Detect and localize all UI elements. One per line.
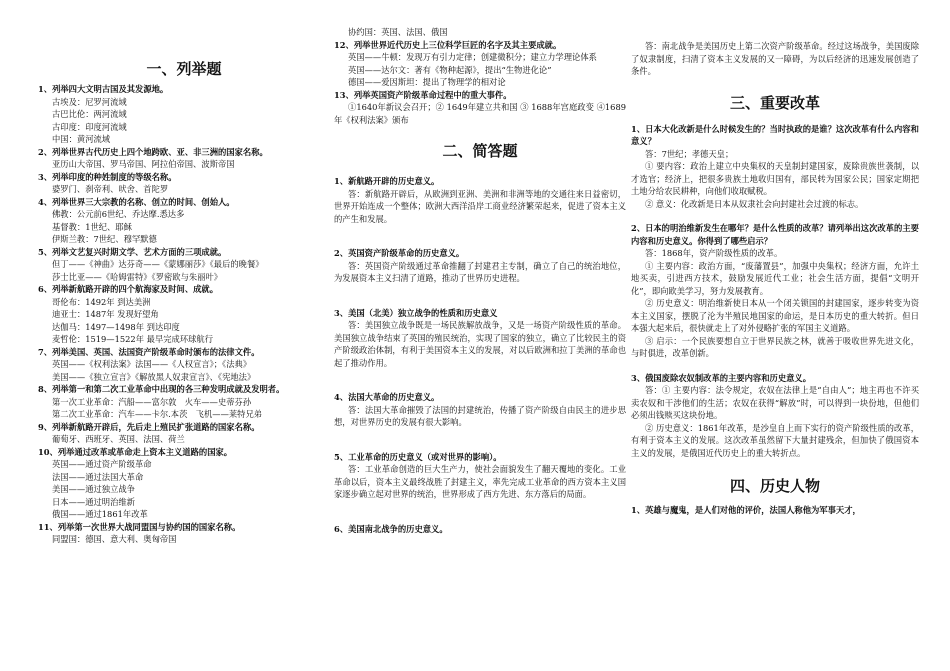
column-left	[38, 52, 330, 546]
answer-line: 古巴比伦：两河流域	[52, 109, 127, 119]
answer-line: 中国：黄河流域	[52, 134, 111, 144]
spacer	[334, 369, 626, 391]
answer-paragraph: 答：7世纪；孝德天皇；	[645, 148, 734, 159]
answer-line: 古印度：印度河流域	[52, 121, 127, 132]
answer-paragraph: 答：英国资产阶级通过革命推翻了封建君主专制，确立了自己的统治地位，为发展资本主义扫清了道路，推动了世界历史进程。	[334, 260, 626, 283]
question: 4、列举世界三大宗教的名称、创立的时间、创始人。	[38, 196, 235, 207]
answer-line: 葡萄牙、西班牙、英国、法国、荷兰	[52, 434, 185, 444]
answer-paragraph: ① 要内容：政治上建立中央集权的天皇制封建国家，废除贵族世袭制，以才选官；经济上，把很多贵族土地收归国有，部民转为国家公民；国家定期把土地分给农民耕种，向他们收取赋税。	[631, 161, 919, 196]
answer-paragraph: ① 主要内容：政治方面，“废藩置县”，加强中央集权；经济方面，允许土地买卖，引进西方技术，鼓励发展近代工业；社会生活方面，提倡“文明开化”，即向欧美学习，努力发展教育。	[631, 260, 919, 296]
spacer	[334, 225, 626, 247]
answer-line: 法国——通过法国大革命	[52, 471, 144, 482]
answer-line: 第一次工业革命：汽船——富尔敦 火车——史蒂芬孙	[52, 396, 252, 407]
question: 2、日本的明治维新发生在哪年？是什么性质的改革？请列举出这次改革的主要内容和历史意义。你得到了哪些启示？	[631, 223, 919, 246]
question: 2、列举世界古代历史上四个地跨欧、亚、非三洲的国家名称。	[38, 146, 268, 157]
answer-line: 同盟国：德国、意大利、奥匈帝国	[52, 534, 177, 544]
answer-paragraph: 答：1868年，资产阶级性质的改革。	[645, 248, 783, 258]
question: 8、列举第一和第二次工业革命中出现的各三种发明成就及发明者。	[38, 384, 285, 394]
answer-line: 麦哲伦：1519—1522年 最早完成环球航行	[52, 334, 214, 344]
answer-line: 哥伦布：1492年 到达美洲	[52, 296, 151, 307]
answer-line: 莎士比亚——《哈姆雷特》《罗密欧与朱丽叶》	[52, 271, 223, 282]
answer-paragraph: 英国——牛顿：发现万有引力定律；创建微积分；建立力学理论体系	[348, 52, 597, 62]
question: 10、列举通过改革或革命走上资本主义道路的国家。	[38, 446, 233, 457]
section-title: 二、简答题	[442, 142, 518, 160]
spacer	[334, 501, 626, 523]
column-middle	[334, 26, 626, 535]
answer-paragraph: 答：法国大革命摧毁了法国的封建统治，传播了资产阶级自由民主的进步思想，对世界历史的发展有很大影响。	[334, 404, 626, 427]
section-title: 四、历史人物	[729, 477, 820, 495]
spacer	[631, 459, 919, 471]
answer-line: 亚历山大帝国、罗马帝国、阿拉伯帝国、波斯帝国	[52, 159, 235, 169]
answer-paragraph: ② 历史意义：明治维新使日本从一个闭关锁国的封建国家，逐步转变为资本主义国家，摆脱了沦为半殖民地国家的命运，是日本历史的重大转折。但日本强大起来后，很快就走上了对外侵略扩张的军国主义道路。	[631, 298, 919, 333]
answer-paragraph: 答：美国独立战争既是一场民族解放战争，又是一场资产阶级性质的革命。美国独立战争结束了英国的殖民统治，实现了国家的独立，确立了比较民主的资产阶级政治体制，有利于美国资本主义的发展，对以后欧洲和拉丁美洲的革命也起了推动作用。	[334, 320, 626, 368]
question: 5、列举文艺复兴时期文学、艺术方面的三项成就。	[38, 246, 227, 257]
answer-line: 英国——通过资产阶级革命	[52, 459, 152, 469]
answer-line: 日本——通过明治维新	[52, 496, 135, 507]
spacer	[631, 360, 919, 372]
question: 1、新航路开辟的历史意义。	[334, 176, 440, 186]
answer-paragraph: ② 意义：化改新是日本从奴隶社会向封建社会过渡的标志。	[645, 198, 864, 209]
question: 12、列举世界近代历史上三位科学巨匠的名字及其主要成就。	[334, 39, 562, 50]
question: 4、法国大革命的历史意义。	[334, 392, 440, 402]
question: 6、美国南北战争的历史意义。	[334, 523, 448, 534]
question: 1、日本大化改新是什么时候发生的？当时执政的是谁？这次改革有什么内容和意义？	[631, 123, 919, 146]
question: 7、列举美国、英国、法国资产阶级革命时颁布的法律文件。	[38, 346, 260, 357]
question: 3、美国（北美）独立战争的性质和历史意义	[334, 307, 498, 318]
question: 3、俄国废除农奴制改革的主要内容和历史意义。	[631, 372, 812, 383]
answer-paragraph: 答：新航路开辟后，从欧洲到亚洲、美洲和非洲等地的交通往来日益密切，世界开始连成一个整体；欧洲大西洋沿岸工商业经济繁荣起来，促进了资本主义的产生和发展。	[334, 188, 626, 224]
answer-paragraph: 德国——爱因斯坦：提出了物理学的相对论	[348, 77, 506, 87]
answer-line: 伊斯兰教：7世纪、穆罕默德	[52, 234, 157, 244]
question: 3、列举印度的种姓制度的等级名称。	[38, 171, 177, 182]
question: 1、英雄与魔鬼，是人们对他的评价，法国人称他为军事天才，	[631, 505, 861, 515]
question: 6、列举新航路开辟的四个航海家及时间、成就。	[38, 284, 219, 294]
question: 11、列举第一次世界大战同盟国与协约国的国家名称。	[38, 521, 241, 532]
spacer	[334, 429, 626, 451]
answer-line: 美国——通过独立战争	[52, 484, 135, 494]
answer-line: 佛教：公元前6世纪、乔达摩.悉达多	[52, 209, 185, 219]
spacer	[631, 210, 919, 222]
answer-paragraph: 答：工业革命创造的巨大生产力，使社会面貌发生了翻天覆地的变化。工业革命以后，资本主义最终战胜了封建主义，率先完成工业革命的西方资本主义国家逐步确立起对世界的统治，世界形成了西方先进、东方落后的局面。	[334, 464, 626, 499]
answer-paragraph: ③ 启示：一个民族要想自立于世界民族之林，就善于吸收世界先进文化，与时俱进，改革创新。	[631, 335, 919, 358]
answer-line: 第二次工业革命：汽车——卡尔.本茨 飞机——莱特兄弟	[52, 409, 263, 419]
answer-line: 古埃及：尼罗河流域	[52, 96, 127, 107]
question: 1、列举四大文明古国及其发源地。	[38, 84, 169, 94]
answer-paragraph: 答：南北战争是美国历史上第二次资产阶级革命。经过这场战争，美国废除了奴隶制度，扫清了资本主义发展的又一障碍，为以后经济的迅速发展创造了条件。	[631, 41, 919, 76]
answer-line: 但丁——《神曲》达芬奇——《蒙娜丽莎》《最后的晚餐》	[52, 259, 264, 269]
answer-line: 俄国——通过1861年改革	[52, 509, 148, 519]
question: 9、列举新航路开辟后，先后走上殖民扩张道路的国家名称。	[38, 421, 260, 432]
answer-line: 美国——《独立宣言》《解放黑人奴隶宣言》、《宪地法》	[52, 371, 256, 382]
answer-paragraph: 答：① 主要内容：法令规定，农奴在法律上是“自由人”；地主再也不许买卖农奴和干涉他们的生活；农奴在获得“解放”时，可以得到一块份地，但他们必须出钱赎买这块份地。	[631, 385, 919, 420]
question: 2、英国资产阶级革命的历史意义。	[334, 248, 465, 258]
section-title: 一、列举题	[146, 60, 222, 78]
section-title: 三、重要改革	[729, 93, 820, 112]
answer-paragraph: ①1640年新议会召开；② 1649年建立共和国 ③ 1688年宫庭政变 ④1689年《权利法案》颁布	[334, 102, 626, 125]
answer-line: 达伽马：1497—1498年 到达印度	[52, 321, 180, 332]
answer-paragraph: ② 历史意义：1861年改革，是沙皇自上而下实行的资产阶级性质的改革，有利于资本主义的发展。这次改革虽然留下大量封建残余，但加快了俄国资本主义的发展，是俄国近代历史上的重大转折点。	[631, 422, 919, 458]
question: 13、列举英国资产阶级革命过程中的重大事件。	[334, 89, 512, 100]
answer-line: 迪亚士：1487年 发现好望角	[52, 309, 159, 319]
answer-line: 婆罗门、刹帝利、吠舍、首陀罗	[52, 184, 169, 194]
spacer	[334, 285, 626, 307]
column-right	[631, 40, 919, 517]
answer-line: 基督教：1世纪、耶稣	[52, 221, 132, 232]
answer-line: 协约国：英国、法国、俄国	[348, 27, 448, 37]
answer-paragraph: 英国——达尔文：著有《物种起源》，提出“生物进化论”	[348, 64, 552, 75]
question: 5、工业革命的历史意义（或对世界的影响）。	[334, 451, 502, 462]
answer-line: 英国——《权利法案》法国——《人权宣言》；《法典》	[52, 359, 252, 369]
